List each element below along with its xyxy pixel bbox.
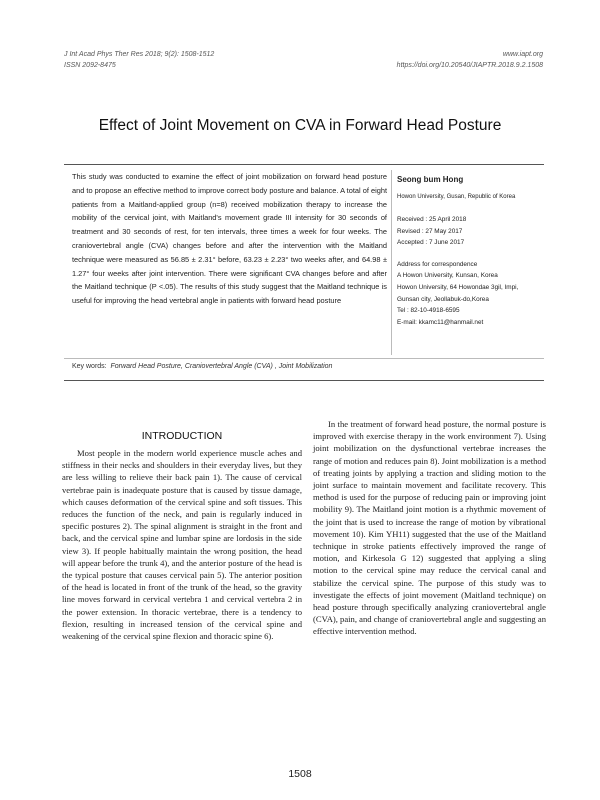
body-column-left: [62, 447, 302, 642]
author-name: Seong bum Hong: [397, 175, 464, 184]
paragraph: In the treatment of forward head posture, the normal posture is improved with exercise therapy in the work environment 7). Using joint mobilization on the dysfunctional vertebrae increases the range of motion and reduces pain 8). Joint mobilization is a method of treating joints by applying a traction and sliding motion to the joint surface to maintain movement and facilitate recovery. This method is used for the purpose of reducing pain or improving joint mobility 9). The Maitland joint motion is a rhythmic movement of the joint that is used to increase the range of motion by vibrational movement 10). Kim YH11) suggested that the use of the Maitland technique in stroke patients effectively improved the range of motion, and Kirkesola G 12) suggested that applying a sling motion to the cervical spine may reduce the cervical canal and stabilize the cervical spine. The purpose of this study was to investigate the effects of joint movement (Maitland technique) on head posture through specifically analyzing craniovertebral angle (CVA), pain, and change of craniovertebral angle and suggesting an effective intervention method.: [313, 419, 546, 637]
correspondence-heading: Address for correspondence: [397, 260, 478, 268]
correspondence-block: [397, 270, 547, 328]
revised-date: Revised : 27 May 2017: [397, 227, 463, 235]
keywords-rule: [64, 358, 544, 359]
journal-citation: J Int Acad Phys Ther Res 2018; 9(2): 1508-1512: [64, 51, 215, 58]
correspondence-line: Gunsan city, Jeollabuk-do,Korea: [397, 295, 489, 303]
keywords-text: Forward Head Posture, Craniovertebral Angle (CVA) , Joint Mobilization: [110, 363, 333, 370]
paragraph: Most people in the modern world experience muscle aches and stiffness in their necks and shoulders in their everyday lives, but they are less willing to relieve their back pain 1). The cause of cervical vertebrae pain is inadequate posture that is caused by tissue damage, which causes deformation of the cervical spine and soft tissues. This reduces the function of the neck, and pain is regularly induced in specific postures 2). The spinal alignment is straight in the front and back, and the cervical spine and lumbar spine are lordosis in the side view 3). If people habitually maintain the wrong position, the head will appear before the trunk 4), and the anterior posture of the head is the typical posture that causes cervical pain 5). The anterior position of the head is located in front of the trunk of the head, so the gravity line moves forward in cervical vertebra 1 and cervical vertebra 2 in the power extension. In thoracic vertebrae, there is a tendency to flexion, resulting in increased tension of the cervical spine and weakening of the cervical spine flexion and thoracic spine 6).: [62, 448, 302, 642]
page-number: 1508: [288, 768, 312, 780]
correspondence-email[interactable]: E-mail: kkamc11@hanmail.net: [397, 318, 484, 326]
abstract: This study was conducted to examine the effect of joint mobilization on forward head posture and to propose an effective method to improve correct body posture and balance. A total of eight patients from a Maitland-applied group (n=8) received mobilization therapy to increase the mobility of the cervical joint, with Maitland's movement grade III intensity for 30 seconds of treatment and 30 seconds of rest, for ten intervals, three times a week for four weeks. The craniovertebral angle (CVA) changes before and after the intervention with the Maitland technique were measured as 56.85 ± 2.31° before, 63.23 ± 2.23° two weeks after, and 64.98 ± 1.27° four weeks after joint intervention. There were significant CVA changes before and after the Maitland technique (P <.05). The results of this study suggest that the Maitland technique is useful for improving the head vertebral angle in patients with forward head posture: [72, 172, 387, 306]
accepted-date: Accepted : 7 June 2017: [397, 239, 465, 247]
correspondence-phone: Tel : 82-10-4918-6595: [397, 307, 460, 315]
journal-issn: ISSN 2092-8475: [64, 62, 116, 69]
journal-doi[interactable]: https://doi.org/10.20540/JIAPTR.2018.9.2.1508: [396, 62, 543, 69]
author-affiliation: Howon University, Gusan, Republic of Korea: [397, 194, 516, 200]
author-info-panel: [397, 170, 547, 328]
paper-title: Effect of Joint Movement on CVA in Forward Head Posture: [98, 117, 502, 134]
correspondence-line: Howon University, 64 Howondae 3gil, Impi,: [397, 283, 519, 291]
body-column-right: [313, 418, 546, 638]
keywords-label: Key words:: [72, 363, 107, 370]
bottom-rule: [64, 380, 544, 381]
keywords: [72, 363, 332, 370]
journal-header-left: [64, 49, 214, 71]
introduction-heading: INTRODUCTION: [141, 430, 223, 442]
journal-website[interactable]: www.iapt.org: [502, 51, 543, 58]
journal-header-right: [397, 49, 543, 71]
received-date: Received : 25 April 2018: [397, 216, 467, 223]
top-rule: [64, 164, 544, 165]
article-dates: [397, 214, 547, 249]
abstract-divider: [391, 170, 392, 355]
correspondence-line: A Howon University, Kunsan, Korea: [397, 272, 498, 280]
